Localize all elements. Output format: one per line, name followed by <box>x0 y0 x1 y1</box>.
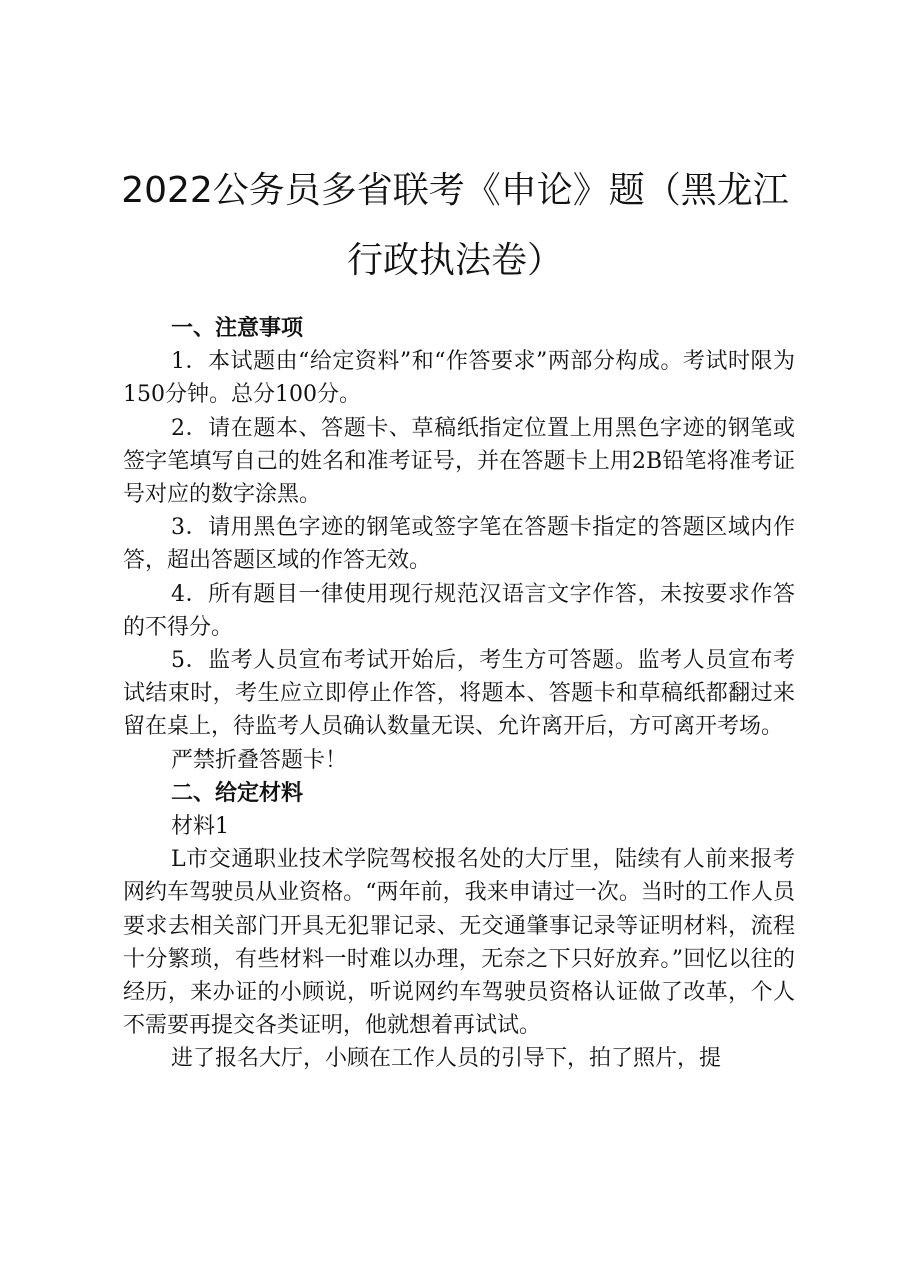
notice-item: 2．请在题本、答题卡、草稿纸指定位置上用黑色字迹的钢笔或签字笔填写自己的姓名和准考证号，并在答题卡上用2B铅笔将准考证号对应的数字涂黑。 <box>123 415 795 508</box>
notice-item: 4．所有题目一律使用现行规范汉语言文字作答，未按要求作答的不得分。 <box>123 581 795 640</box>
notice-item: 1．本试题由“给定资料”和“作答要求”两部分构成。考试时限为150分钟。总分100分。 <box>123 349 795 408</box>
notice-item: 5．监考人员宣布考试开始后，考生方可答题。监考人员宣布考试结束时，考生应立即停止作答，将题本、答题卡和草稿纸都翻过来留在桌上，待监考人员确认数量无误、允许离开后，方可离开考场。 <box>123 648 795 740</box>
notice-item: 3．请用黑色字迹的钢笔或签字笔在答题卡指定的答题区域内作答，超出答题区域的作答无效。 <box>123 515 795 574</box>
section-heading-materials: 二、给定材料 <box>171 780 304 806</box>
page-title: 2022公务员多省联考《申论》题（黑龙江行政执法卷） <box>121 170 789 281</box>
section-heading-notice: 一、注意事项 <box>171 316 304 341</box>
document-body <box>123 312 795 1076</box>
material-label: 材料1 <box>171 814 229 840</box>
warning-text: 严禁折叠答题卡！ <box>171 747 348 773</box>
material-paragraph: L市交通职业技术学院驾校报名处的大厅里，陆续有人前来报考网约车驾驶员从业资格。“两年前，我来申请过一次。当时的工作人员要求去相关部门开具无犯罪记录、无交通肇事记录等证明材料，流程十分繁琐，有些材料一时难以办理，无奈之下只好放弃。”回忆以往的经历，来办证的小顾说，听说网约车驾驶员资格认证做了改革，个人不需要再提交各类证明，他就想着再试试。 <box>123 847 795 1039</box>
material-paragraph: 进了报名大厅，小顾在工作人员的引导下，拍了照片，提 <box>171 1046 722 1072</box>
